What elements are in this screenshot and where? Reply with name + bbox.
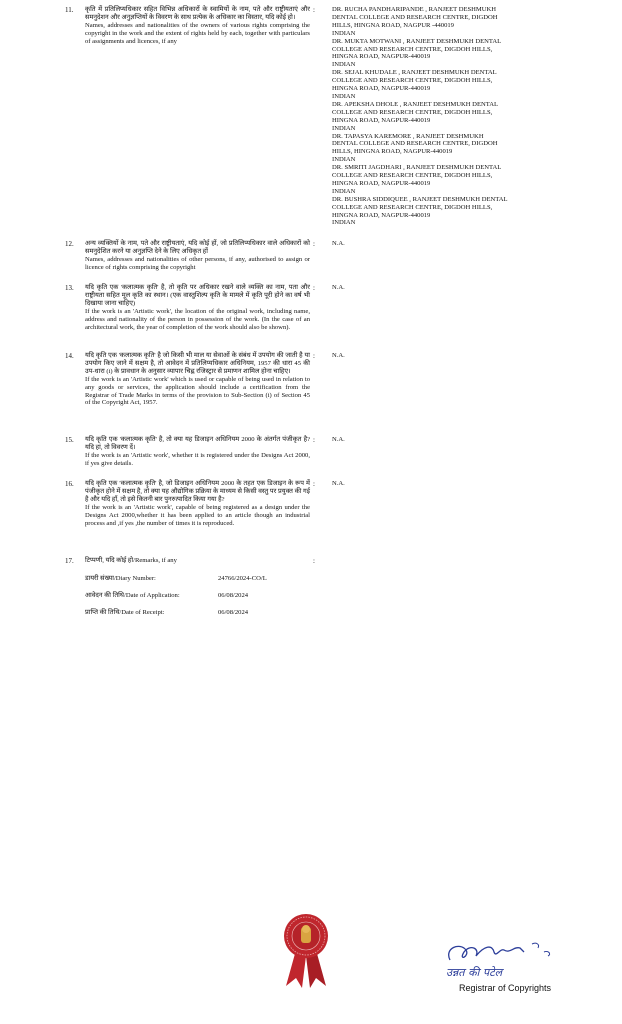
owner-line: DENTAL COLLEGE AND RESEARCH CENTRE, DIGDOH bbox=[332, 140, 498, 148]
application-date-value: 06/08/2024 bbox=[218, 592, 249, 599]
signature-hindi: उन्नत की पटेल bbox=[446, 966, 503, 978]
question-english: If the work is an 'Artistic work', capable of being registered as a design under the Designs Act 2000,whether it has been applied to an article though an industrial process and ,if yes ,the number of times it is reproduced. bbox=[85, 503, 310, 527]
question-english: Names, addresses and nationalities of other persons, if any, authorised to assign or licence of rights comprising the copyright bbox=[85, 255, 310, 271]
owner-line: INDIAN bbox=[332, 61, 356, 69]
owner-line: INDIAN bbox=[332, 124, 356, 132]
item-number: 17. bbox=[65, 557, 74, 565]
question-english: Names, addresses and nationalities of the owners of various rights comprising the copyright in the work and the extent of rights held by each, together with particulars of assignments and licences, if any bbox=[85, 21, 310, 45]
item-question bbox=[85, 557, 310, 565]
question-english: If the work is an 'Artistic work', whether it is registered under the Designs Act 2000, if yes give details. bbox=[85, 451, 310, 467]
signature-scribble-icon bbox=[440, 938, 570, 978]
item-number: 11. bbox=[65, 6, 74, 14]
question-hindi: यदि कृति एक 'कलात्मक कृति' है, जो डिजाइन अधिनियम 2000 के तहत एक डिजाइन के रूप में पंजीकृत होने में सक्षम है, तो क्या यह औद्योगिक प्रक्रिया के माध्यम से किसी वस्तु पर प्रयुक्त की गई है और यदि हाँ, तो इसे कितनी बार पुनरुत्पादित किया गया है? bbox=[85, 480, 310, 503]
owner-line: HILLS, HINGNA ROAD, NAGPUR-440019 bbox=[332, 148, 453, 156]
separator-colon: : bbox=[313, 284, 315, 292]
owner-line: DR. MUKTA MOTWANI , RANJEET DESHMUKH DENTAL bbox=[332, 37, 502, 45]
question-english: If the work is an 'Artistic work' which is used or capable of being used in relation to any goods or services, the application should include a certification from the Registrar of Trade Marks in terms of the provision to Sub-Section (i) of Section 45 of the Copyright Act, 1957. bbox=[85, 375, 310, 407]
item-question bbox=[85, 6, 310, 46]
diary-number-label: डायरी संख्या/Diary Number: bbox=[85, 575, 156, 582]
separator-colon: : bbox=[313, 6, 315, 14]
seal-icon bbox=[278, 912, 334, 990]
owner-line: DR. RUCHA PANDHARIPANDE , RANJEET DESHMUKH bbox=[332, 6, 497, 13]
receipt-date-label: प्राप्ति की तिथि/Date of Receipt: bbox=[85, 609, 165, 616]
item-question bbox=[85, 436, 310, 468]
owner-line: COLLEGE AND RESEARCH CENTRE, DIGDOH HILLS, bbox=[332, 77, 493, 85]
item-question bbox=[85, 352, 310, 407]
item-number: 14. bbox=[65, 352, 74, 360]
item-number: 15. bbox=[65, 436, 74, 444]
owner-line: HILLS, HINGNA ROAD, NAGPUR -440019 bbox=[332, 21, 454, 29]
item-number: 12. bbox=[65, 240, 74, 248]
owner-line: INDIAN bbox=[332, 29, 356, 37]
question-hindi: यदि कृति एक 'कलात्मक कृति' है, तो कृति पर अधिकार रखने वाले व्यक्ति का नाम, पता और राष्ट्रीयता सहित मूल कृति का स्थान। (एक वास्तुशिल्प कृति के मामले में कृति पूरी होने का वर्ष भी दिखाया जाना चाहिए) bbox=[85, 284, 310, 307]
question-hindi: टिप्पणी, यदि कोई हो/Remarks, if any bbox=[85, 557, 177, 564]
item-answer: N.A. bbox=[332, 240, 345, 247]
owner-line: DR. TAPASYA KAREMORE , RANJEET DESHMUKH bbox=[332, 132, 484, 140]
owner-line: HINGNA ROAD, NAGPUR-440019 bbox=[332, 116, 431, 124]
owner-line: HINGNA ROAD, NAGPUR-440019 bbox=[332, 53, 431, 61]
item-answer: N.A. bbox=[332, 436, 345, 443]
owner-line: DR. SMRITI JAGDHARI , RANJEET DESHMUKH DENTAL bbox=[332, 164, 502, 172]
receipt-date-value: 06/08/2024 bbox=[218, 609, 249, 616]
application-date-label: आवेदन की तिथि/Date of Application: bbox=[85, 592, 180, 599]
item-number: 16. bbox=[65, 480, 74, 488]
owner-line: COLLEGE AND RESEARCH CENTRE, DIGDOH HILLS, bbox=[332, 108, 493, 116]
owner-line: COLLEGE AND RESEARCH CENTRE, DIGDOH HILLS, bbox=[332, 172, 493, 180]
owner-line: DR. BUSHRA SIDDIQUEE , RANJEET DESHMUKH DENTAL bbox=[332, 195, 508, 203]
owner-line: DR. SEJAL KHUDALE , RANJEET DESHMUKH DENTAL bbox=[332, 69, 497, 77]
owner-line: COLLEGE AND RESEARCH CENTRE, DIGDOH HILLS, bbox=[332, 45, 493, 53]
item-answer: N.A. bbox=[332, 480, 345, 487]
item-question bbox=[85, 240, 310, 272]
item-number: 13. bbox=[65, 284, 74, 292]
registrar-title: Registrar of Copyrights bbox=[459, 983, 552, 993]
owners-answer bbox=[332, 6, 562, 227]
owner-line: INDIAN bbox=[332, 187, 356, 195]
question-hindi: कृति में प्रतिलिप्यधिकार सहित विभिन्न अधिकारों के स्वामियों के नाम, पते और राष्ट्रीयताएं और समनुदेशन और अनुज्ञप्तियों के विवरण के साथ प्रत्येक के अधिकार का विस्तार, यदि कोई हो। bbox=[85, 6, 310, 21]
owner-line: DENTAL COLLEGE AND RESEARCH CENTRE, DIGDOH bbox=[332, 13, 498, 21]
item-answer: N.A. bbox=[332, 284, 345, 291]
owner-line: HINGNA ROAD, NAGPUR-440019 bbox=[332, 211, 431, 219]
question-hindi: अन्य व्यक्तियों के नाम, पते और राष्ट्रीयताएं, यदि कोई हों, जो प्रतिलिप्यधिकार वाले अधिकारों को समनुदेशित करने या अनुज्ञप्ति देने के लिए अधिकृत हों bbox=[85, 240, 310, 255]
owner-line: INDIAN bbox=[332, 156, 356, 164]
question-hindi: यदि कृति एक 'कलात्मक कृति' है जो किसी भी माल या सेवाओं के संबंध में उपयोग की जाती है या उपयोग किए जाने में सक्षम है, तो आवेदन में प्रतिलिप्यधिकार अधिनियम, 1957 की धारा 45 की उप-धारा (i) के प्रावधान के अनुसार व्यापार चिह्न रजिस्ट्रार से प्रमाणन शामिल होना चाहिए। bbox=[85, 352, 310, 375]
question-hindi: यदि कृति एक 'कलात्मक कृति' है, तो क्या यह डिजाइन अधिनियम 2000 के अंतर्गत पंजीकृत है? यदि हां, तो विवरण दें। bbox=[85, 436, 310, 451]
separator-colon: : bbox=[313, 436, 315, 444]
diary-number-value: 24766/2024-CO/L bbox=[218, 575, 267, 582]
owner-line: INDIAN bbox=[332, 92, 356, 100]
owner-line: HINGNA ROAD, NAGPUR-440019 bbox=[332, 179, 431, 187]
owner-line: HINGNA ROAD, NAGPUR-440019 bbox=[332, 85, 431, 93]
owner-line: DR. APEKSHA DHOLE , RANJEET DESHMUKH DENTAL bbox=[332, 100, 499, 108]
item-question bbox=[85, 480, 310, 527]
question-english: If the work is an 'Artistic work', the location of the original work, including name, address and nationality of the person in possession of the work. (In the case of an architectural work, the year of completion of the work should also be shown). bbox=[85, 307, 310, 331]
separator-colon: : bbox=[313, 557, 315, 565]
separator-colon: : bbox=[313, 480, 315, 488]
separator-colon: : bbox=[313, 240, 315, 248]
item-question bbox=[85, 284, 310, 331]
separator-colon: : bbox=[313, 352, 315, 360]
owner-line: INDIAN bbox=[332, 219, 356, 227]
owner-line: COLLEGE AND RESEARCH CENTRE, DIGDOH HILLS, bbox=[332, 203, 493, 211]
item-answer: N.A. bbox=[332, 352, 345, 359]
